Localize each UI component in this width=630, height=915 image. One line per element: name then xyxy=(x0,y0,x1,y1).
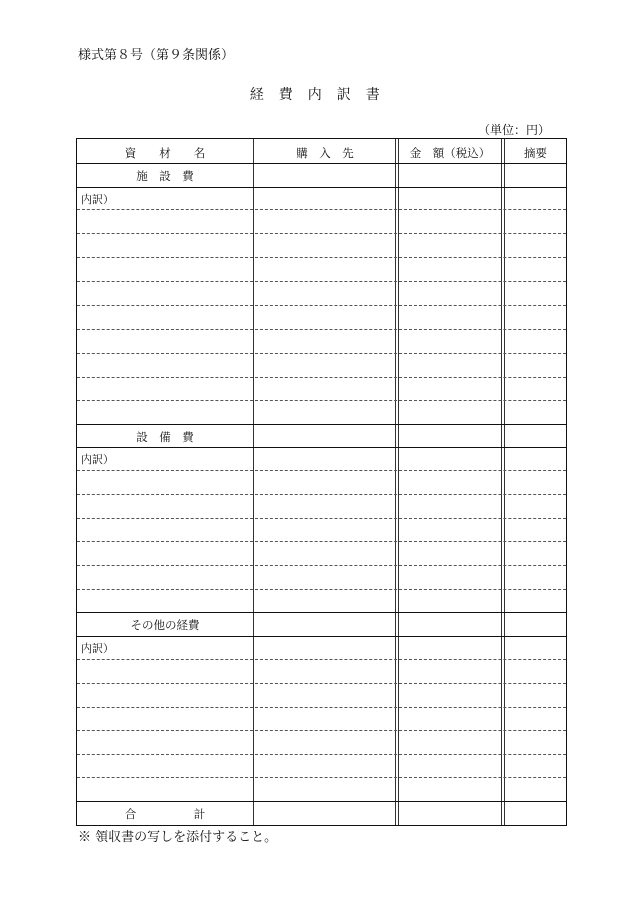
column-divider xyxy=(501,139,505,825)
footnote: ※ 領収書の写しを添付すること。 xyxy=(78,830,278,845)
table-row xyxy=(77,424,566,425)
document-title: 経 費 内 訳 書 xyxy=(249,87,381,103)
total-label: 合 計 xyxy=(124,807,206,821)
section-label-other-expenses: その他の経費 xyxy=(130,618,200,632)
column-divider xyxy=(395,139,399,825)
table-row xyxy=(77,163,566,164)
breakdown-label: 内訳） xyxy=(81,453,114,466)
column-header-remarks: 摘要 xyxy=(524,146,547,160)
table-row xyxy=(77,447,566,448)
table-row xyxy=(77,187,566,188)
column-header-material-name: 資 材 名 xyxy=(124,146,206,160)
section-label-facility: 施 設 費 xyxy=(136,169,194,183)
column-header-amount: 金 額（税込） xyxy=(409,146,491,160)
column-header-supplier: 購 入 先 xyxy=(296,146,354,160)
table-row xyxy=(77,801,566,802)
form-number: 様式第８号（第９条関係） xyxy=(78,48,235,63)
table-row xyxy=(77,612,566,613)
unit-note: （単位：円） xyxy=(477,123,550,137)
breakdown-label: 内訳） xyxy=(81,642,114,655)
column-divider xyxy=(253,139,254,825)
breakdown-label: 内訳） xyxy=(81,193,114,206)
section-label-equipment: 設 備 費 xyxy=(136,430,194,444)
table-row xyxy=(77,636,566,637)
expense-table xyxy=(76,138,567,826)
